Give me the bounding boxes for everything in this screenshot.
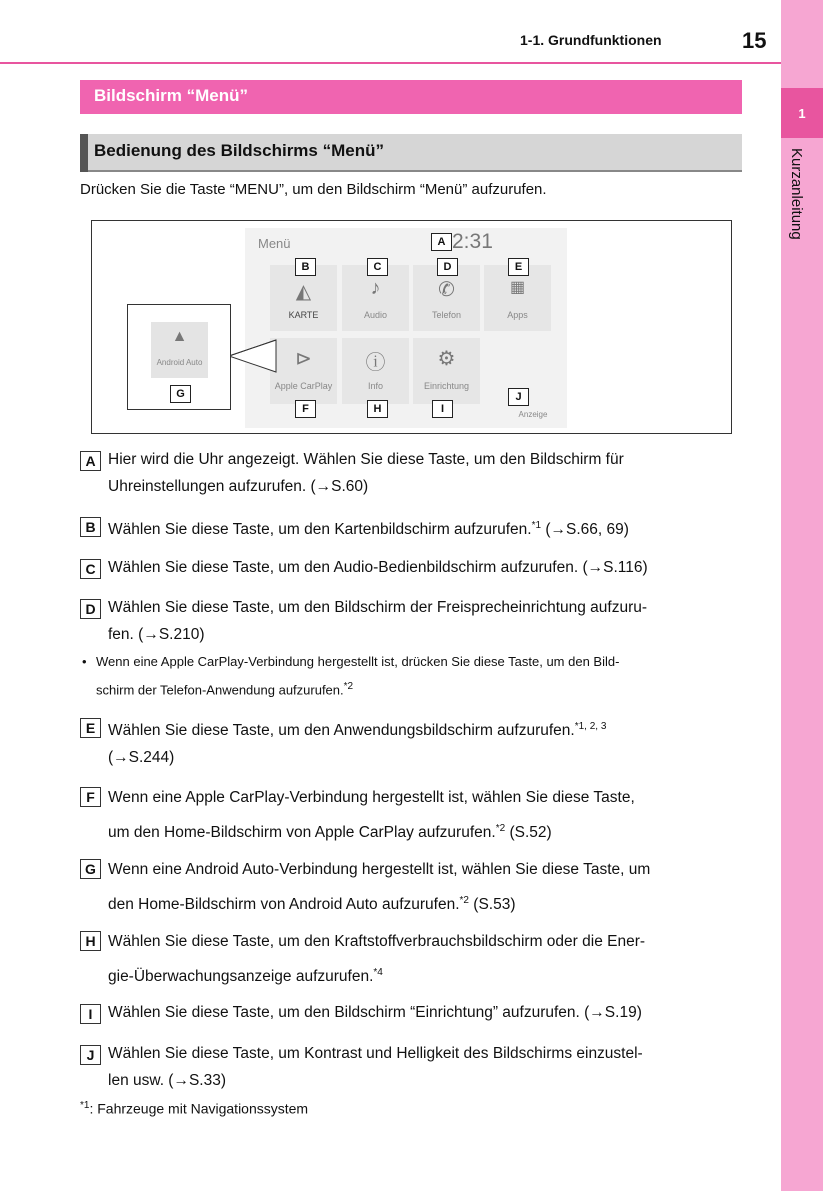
item-label-d: D — [80, 599, 101, 619]
footnote-ref: *2 — [459, 895, 469, 906]
clock-display[interactable]: 2:31 — [452, 230, 493, 253]
item-label-f: F — [80, 787, 101, 807]
footnote-ref: *2 — [495, 823, 506, 834]
gear-icon: ⚙ — [437, 348, 456, 370]
carplay-label: Apple CarPlay — [274, 381, 333, 391]
apps-grid-icon: ▦ — [509, 279, 526, 296]
key-b: B — [295, 258, 316, 276]
item-text: Wählen Sie diese Taste, um den Audio-Bedienbildschirm aufzurufen. (→S.116) — [108, 559, 648, 576]
intro-text: Drücken Sie die Taste “MENU”, um den Bildschirm “Menü” aufzurufen. — [80, 181, 547, 198]
footnote — [80, 1100, 308, 1117]
footnote-mark: *1 — [80, 1100, 90, 1111]
item-label-j: J — [80, 1045, 101, 1065]
info-label: Info — [367, 381, 383, 391]
list-item-c — [80, 554, 740, 581]
key-a: A — [431, 233, 452, 251]
item-page-ref: (S.52) — [505, 824, 552, 842]
key-e: E — [508, 258, 529, 276]
list-item-d — [80, 594, 740, 648]
chapter-heading: 1-1. Grundfunktionen — [520, 32, 662, 48]
android-auto-tile[interactable] — [151, 322, 208, 378]
key-c: C — [367, 258, 388, 276]
music-note-icon: ♪ — [370, 277, 381, 299]
item-text: Hier wird die Uhr angezeigt. Wählen Sie diese Taste, um den Bildschirm für — [108, 451, 624, 468]
bullet-text-cont: schirm der Telefon-Anwendung aufzurufen. — [96, 682, 344, 698]
list-item-f — [80, 782, 740, 848]
anzeige-label[interactable]: Anzeige — [518, 410, 548, 419]
key-h: H — [367, 400, 388, 418]
list-item-b — [80, 512, 740, 543]
play-circle-icon: ⊳ — [295, 348, 312, 370]
item-text-cont: fen. (→S.210) — [108, 626, 205, 643]
item-text: Wählen Sie diese Taste, um den Kraftstoffverbrauchsbildschirm oder die Ener- — [108, 933, 646, 950]
telefon-label: Telefon — [431, 310, 462, 320]
bullet-text: Wenn eine Apple CarPlay-Verbindung hergestellt ist, drücken Sie diese Taste, um den Bild- — [96, 654, 620, 669]
list-item-j — [80, 1040, 740, 1094]
bullet-dot: • — [82, 654, 87, 669]
audio-label: Audio — [363, 310, 388, 320]
item-text-cont: Uhreinstellungen aufzurufen. (→S.60) — [108, 478, 369, 495]
item-text: Wählen Sie diese Taste, um den Anwendungsbildschirm aufzurufen. — [108, 722, 575, 740]
apps-label: Apps — [507, 310, 528, 320]
phone-icon: ✆ — [438, 279, 455, 301]
menu-title: Menü — [258, 236, 291, 251]
item-label-i: I — [80, 1004, 101, 1024]
item-text: Wählen Sie diese Taste, um den Bildschirm der Freisprecheinrichtung aufzuru- — [108, 599, 648, 616]
android-auto-icon: ▲ — [171, 328, 188, 345]
footnote-text: : Fahrzeuge mit Navigationssystem — [89, 1100, 309, 1117]
key-d: D — [437, 258, 458, 276]
page-number: 15 — [742, 28, 767, 53]
item-text-cont: (→S.244) — [108, 749, 175, 767]
item-label-b: B — [80, 517, 101, 537]
item-text-cont: um den Home-Bildschirm von Apple CarPlay aufzurufen. — [108, 824, 496, 842]
footnote-ref: *4 — [373, 967, 383, 978]
bullet-note — [80, 649, 740, 702]
item-text-cont: den Home-Bildschirm von Android Auto aufzurufen. — [108, 896, 460, 914]
item-page-ref: (→S.66, 69) — [541, 521, 629, 539]
item-label-a: A — [80, 451, 101, 471]
list-item-i — [80, 999, 740, 1026]
item-text-cont: gie-Überwachungsanzeige aufzurufen. — [108, 968, 374, 986]
einrichtung-label: Einrichtung — [423, 381, 470, 391]
footnote-ref: *1 — [531, 520, 542, 531]
list-item-g — [80, 854, 740, 920]
karte-label: KARTE — [288, 310, 319, 320]
key-g: G — [170, 385, 191, 403]
chapter-tab-number[interactable]: 1 — [781, 88, 823, 138]
item-text: Wenn eine Apple CarPlay-Verbindung hergestellt ist, wählen Sie diese Taste, — [108, 789, 635, 806]
footnote-ref: *2 — [343, 681, 354, 692]
key-i: I — [432, 400, 453, 418]
section-title: Bildschirm “Menü” — [94, 86, 248, 105]
item-text-cont: len usw. (→S.33) — [108, 1072, 227, 1089]
list-item-e — [80, 713, 740, 771]
subsection-title: Bedienung des Bildschirms “Menü” — [94, 141, 384, 160]
navigation-icon: ◭ — [295, 281, 312, 303]
item-text: Wählen Sie diese Taste, um den Kartenbildschirm aufzurufen. — [108, 521, 532, 539]
item-text: Wählen Sie diese Taste, um den Bildschirm “Einrichtung” aufzurufen. (→S.19) — [108, 1004, 642, 1021]
item-text: Wenn eine Android Auto-Verbindung hergestellt ist, wählen Sie diese Taste, um — [108, 861, 651, 878]
item-text: Wählen Sie diese Taste, um Kontrast und Helligkeit des Bildschirms einzustel- — [108, 1045, 643, 1062]
key-j: J — [508, 388, 529, 406]
item-label-c: C — [80, 559, 101, 579]
list-item-h — [80, 926, 740, 992]
list-item-a — [80, 446, 740, 500]
footnote-ref: *1, 2, 3 — [574, 721, 607, 732]
android-auto-label: Android Auto — [156, 358, 203, 367]
key-f: F — [295, 400, 316, 418]
item-label-e: E — [80, 718, 101, 738]
chapter-tab-text: Kurzanleitung — [788, 148, 805, 240]
item-label-h: H — [80, 931, 101, 951]
item-label-g: G — [80, 859, 101, 879]
info-icon: ⓘ — [365, 352, 386, 374]
item-page-ref: (S.53) — [468, 896, 516, 914]
